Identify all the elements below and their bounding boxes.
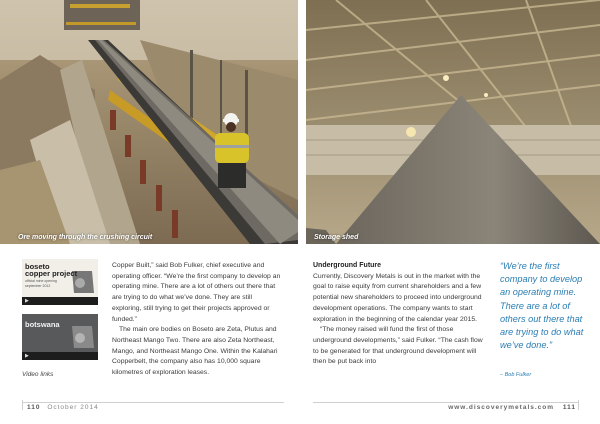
section-heading: Underground Future bbox=[313, 262, 382, 269]
footer-left bbox=[27, 404, 99, 411]
website-url[interactable]: www.discoverymetals.com bbox=[448, 404, 555, 411]
play-icon[interactable]: ▶ bbox=[25, 353, 29, 359]
paragraph: The main ore bodies on Boseto are Zeta, Plutus and Northeast Mango Two. There are also Zeta Northeast, Mango, and Northeast Mango One. Within the Kalahari Copperbelt, the company also has 10,000 square kilometres of exploration leases. bbox=[112, 326, 278, 377]
thumbnail-title: boseto bbox=[25, 262, 50, 271]
footer-tick-right bbox=[578, 400, 579, 410]
conveyor-photo-caption: Ore moving through the crushing circuit bbox=[18, 234, 153, 241]
issue-date: October 2014 bbox=[47, 404, 99, 411]
thumbnail-subtitle: official mine opening bbox=[25, 279, 57, 283]
storage-shed-caption: Storage shed bbox=[314, 234, 359, 241]
thumbnail-title-line2: copper project bbox=[25, 269, 78, 278]
footer-tick-left bbox=[22, 400, 23, 410]
thumbnail-title: botswana bbox=[25, 320, 60, 329]
video-links-label: Video links bbox=[22, 371, 54, 378]
botswana-video-thumbnail[interactable] bbox=[22, 314, 98, 360]
footer-right bbox=[448, 404, 576, 411]
footer-rule-left bbox=[22, 402, 284, 403]
paragraph: Copper Built,” said Bob Fulker, chief executive and operating officer. “We’re the first company to develop an operating mine. There are a lot of others out there that are trying to do what we’ve done. They are still exploring, still trying to get their projects approved or funded.” bbox=[112, 262, 281, 323]
paragraph: “The money raised will fund the first of those underground developments,” said Fulker. “The cash flow to be generated for that underground development will then be put back into bbox=[313, 326, 483, 366]
pull-quote-attribution: – Bob Fulker bbox=[500, 372, 532, 378]
play-icon[interactable]: ▶ bbox=[25, 298, 29, 304]
storage-shed-photo bbox=[306, 0, 600, 244]
paragraph: Currently, Discovery Metals is out in the market with the goal to raise equity from current shareholders and a few potential new shareholders to proceed into underground development operations. The company wants to start exploration in the beginning of the calendar year 2015. bbox=[313, 272, 482, 323]
thumbnail-date: september 2012 bbox=[25, 284, 51, 288]
left-page-number: 110 bbox=[27, 404, 41, 411]
footer-rule-right bbox=[313, 402, 579, 403]
pull-quote: “We’re the first company to develop an operating mine. There are a lot of others out there that are trying to do what we’ve done.” bbox=[500, 261, 584, 351]
article-column-2 bbox=[313, 261, 486, 368]
article-column-1 bbox=[112, 261, 282, 379]
boseto-video-thumbnail[interactable] bbox=[22, 259, 98, 305]
right-page-number: 111 bbox=[562, 404, 576, 411]
conveyor-photo bbox=[0, 0, 298, 244]
